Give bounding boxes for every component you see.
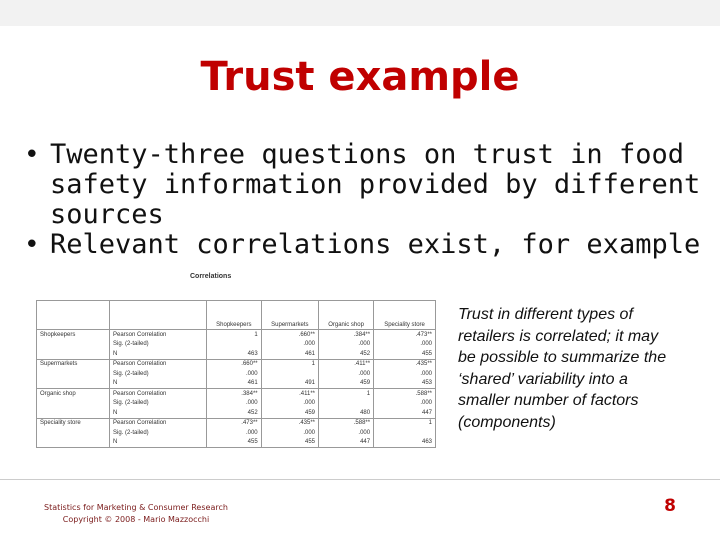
table-row [37,330,436,340]
page-number: 8 [664,496,676,516]
correlations-table [36,300,436,448]
table-cell: 455 [374,349,436,359]
header-cell: Supermarkets [261,301,318,330]
table-cell: Pearson Correlation [110,418,207,428]
table-cell [207,340,262,350]
table-cell: Pearson Correlation [110,359,207,369]
header-cell: Organic shop [319,301,374,330]
table-cell: 452 [207,408,262,418]
table-cell [37,379,110,389]
table-cell: .000 [319,340,374,350]
table-cell: 461 [261,349,318,359]
correlations-table-body [37,330,436,448]
bullet-icon: • [24,230,40,260]
table-cell: .473** [207,418,262,428]
table-cell [374,428,436,438]
table-cell: .000 [261,399,318,409]
table-cell: .435** [374,359,436,369]
table-cell [261,369,318,379]
header-cell [37,301,110,330]
table-row [37,389,436,399]
table-cell: .000 [207,369,262,379]
table-cell: N [110,349,207,359]
table-cell: .473** [374,330,436,340]
table-cell: Sig. (2-tailed) [110,340,207,350]
table-cell [37,428,110,438]
slide-title: Trust example [200,54,520,100]
table-cell [37,349,110,359]
table-cell [319,399,374,409]
table-cell: .000 [207,399,262,409]
table-cell: .000 [319,369,374,379]
table-cell: 1 [319,389,374,399]
table-cell: .660** [207,359,262,369]
correlations-table-image [30,270,440,470]
table-cell: Pearson Correlation [110,389,207,399]
table-cell: 491 [261,379,318,389]
header-cell [110,301,207,330]
bullet-text: Relevant correlations exist, for example [50,229,701,260]
header-cell: Speciality store [374,301,436,330]
table-cell: .000 [374,340,436,350]
table-row [37,340,436,350]
table-cell: Shopkeepers [37,330,110,340]
table-row [37,369,436,379]
header-cell: Shopkeepers [207,301,262,330]
side-note: Trust in different types of retailers is correlated; it may be possible to summarize the ‘shared’ variability into a smaller number of factors (components) [458,306,667,431]
table-cell: .435** [261,418,318,428]
table-row [37,408,436,418]
table-cell: .588** [319,418,374,428]
table-row [37,359,436,369]
table-cell: .411** [319,359,374,369]
footer-line: Copyright © 2008 - Mario Mazzocchi [62,515,210,524]
table-cell: 1 [261,359,318,369]
bullet-text: Twenty-three questions on trust in food safety information provided by different sources [50,139,701,230]
table-cell: .588** [374,389,436,399]
table-cell: 452 [319,349,374,359]
table-cell: 453 [374,379,436,389]
table-cell [37,438,110,448]
table-cell: Pearson Correlation [110,330,207,340]
table-row [37,438,436,448]
table-row [37,399,436,409]
table-row [37,379,436,389]
bullet-item [22,140,712,230]
table-cell [37,340,110,350]
table-cell: Organic shop [37,389,110,399]
bullet-list [22,140,712,260]
table-row [37,428,436,438]
table-cell: Sig. (2-tailed) [110,369,207,379]
table-cell: 455 [207,438,262,448]
table-cell: Sig. (2-tailed) [110,428,207,438]
table-cell: 480 [319,408,374,418]
table-cell: .384** [319,330,374,340]
table-cell: 459 [319,379,374,389]
table-cell: Speciality store [37,418,110,428]
footer [30,502,242,526]
table-cell: .000 [261,340,318,350]
table-cell: 1 [374,418,436,428]
top-band [0,0,720,26]
table-cell: .000 [319,428,374,438]
table-header-row [37,301,436,330]
table-cell: 447 [374,408,436,418]
table-cell [37,399,110,409]
table-cell: 461 [207,379,262,389]
table-cell: 1 [207,330,262,340]
bullet-icon: • [24,140,40,170]
table-cell: 459 [261,408,318,418]
table-cell: N [110,379,207,389]
table-cell: N [110,438,207,448]
table-cell [37,369,110,379]
footer-line: Statistics for Marketing & Consumer Research [44,503,228,512]
table-row [37,418,436,428]
table-cell: N [110,408,207,418]
table-cell: Sig. (2-tailed) [110,399,207,409]
footer-divider [0,479,720,480]
table-cell: .000 [261,428,318,438]
table-cell: .000 [374,369,436,379]
table-cell: 455 [261,438,318,448]
table-cell: 463 [207,349,262,359]
table-cell: .000 [207,428,262,438]
table-cell: .000 [374,399,436,409]
table-cell: Supermarkets [37,359,110,369]
table-cell: 463 [374,438,436,448]
bullet-item [22,230,712,260]
table-cell: .384** [207,389,262,399]
table-cell: .411** [261,389,318,399]
table-cell [37,408,110,418]
table-cell: 447 [319,438,374,448]
correlations-title: Correlations [190,273,232,280]
table-cell: .660** [261,330,318,340]
table-row [37,349,436,359]
